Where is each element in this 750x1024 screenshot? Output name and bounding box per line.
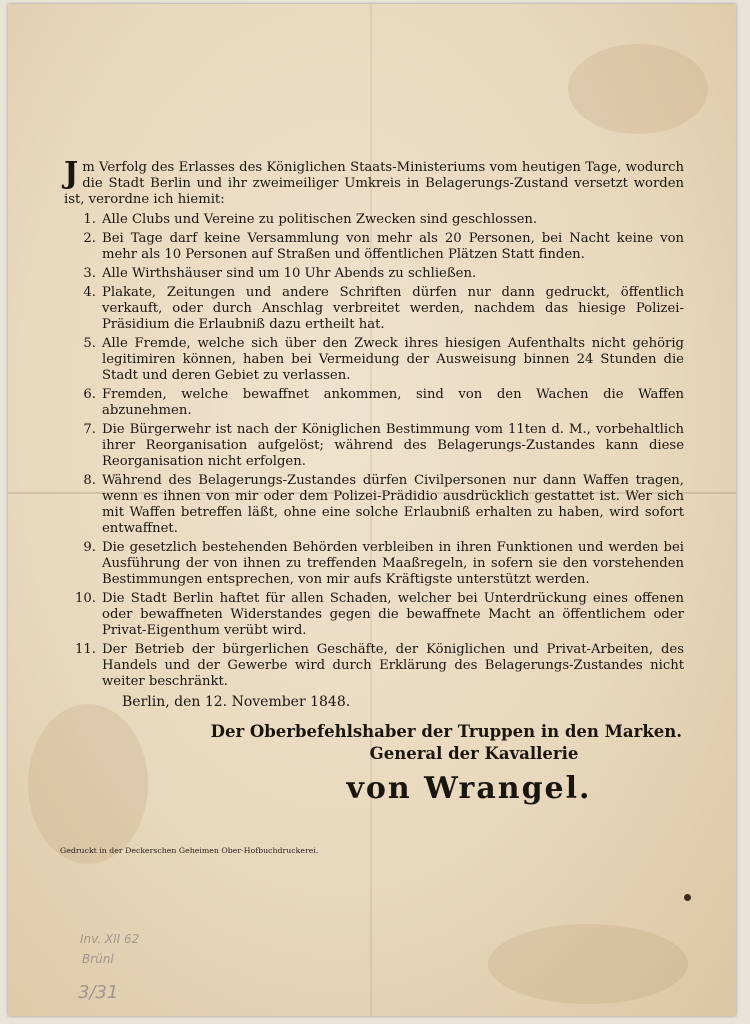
ink-spot (684, 894, 691, 901)
commander-title: Der Oberbefehlshaber der Truppen in den Marken. (210, 722, 682, 741)
item-number: 11. (75, 642, 96, 657)
item-number: 10. (75, 591, 96, 606)
item-text: Bei Tage darf keine Versammlung von mehr als 20 Personen, bei Nacht keine von mehr als 10 Personen auf Straßen und öffentlichen Plätzen Statt finden. (102, 231, 684, 262)
archive-pencil-number: 3/31 (78, 982, 119, 1003)
item-text: Plakate, Zeitungen und andere Schriften dürfen nur dann gedruckt, öffentlich verkauft, oder durch Anschlag verbreitet werden, nachdem das hiesige Polizei-Präsidium die Erlaubniß dazu ertheilt hat. (102, 285, 684, 332)
place-and-date: Berlin, den 12. November 1848. (122, 694, 351, 710)
item-text: Alle Fremde, welche sich über den Zweck ihres hiesigen Aufenthalts nicht gehörig legitimiren können, haben bei Vermeidung der Ausweisung binnen 24 Stunden die Stadt und deren Gebiet zu verlassen. (102, 336, 684, 383)
item-text: Der Betrieb der bürgerlichen Geschäfte, der Königlichen und Privat-Arbeiten, des Handels und der Gewerbe wird durch Erklärung des Belagerungs-Zustandes nicht weiter beschränkt. (102, 642, 684, 689)
item-number: 4. (83, 285, 96, 300)
item-text: Die Stadt Berlin haftet für allen Schaden, welcher bei Unterdrückung eines offenen oder bewaffneten Widerstandes gegen die bewaffnete Macht an öffentlichem oder Privat-Eigenthum verübt wird. (102, 591, 684, 638)
item-text: Die Bürgerwehr ist nach der Königlichen Bestimmung vom 11ten d. M., vorbehaltlich ihrer Reorganisation aufgelöst; während des Belagerungs-Zustandes kann diese Reorganisation nicht erfolgen. (102, 422, 684, 469)
archive-pencil-note: Brünl (82, 952, 114, 966)
ordinance-item (64, 540, 684, 588)
paper-stain (488, 924, 688, 1004)
item-text: Alle Clubs und Vereine zu politischen Zwecken sind geschlossen. (102, 212, 538, 227)
signature-name: von Wrangel. (346, 771, 592, 806)
ordinance-item (64, 642, 684, 690)
ordinance-item (64, 473, 684, 537)
proclamation-text (64, 156, 684, 806)
proclamation-sheet (8, 4, 736, 1016)
item-text: Fremden, welche bewaffnet ankommen, sind von den Wachen die Waffen abzunehmen. (102, 387, 684, 418)
item-number: 3. (83, 266, 96, 281)
item-text: Während des Belagerungs-Zustandes dürfen Civilpersonen nur dann Waffen tragen, wenn es ihnen von mir oder dem Polizei-Prädidio ausdrücklich gestattet ist. Wer sich mit Waffen betreffen läßt, ohne eine solche Erlaubniß erhalten zu haben, wird sofort entwaffnet. (102, 473, 684, 536)
ordinance-item (64, 212, 684, 228)
ordinance-item (64, 591, 684, 639)
drop-initial: J (64, 156, 79, 191)
item-number: 2. (83, 231, 96, 246)
item-number: 6. (83, 387, 96, 402)
printer-imprint: Gedruckt in der Deckerschen Geheimen Ober-Hofbuchdruckerei. (60, 846, 319, 855)
item-number: 1. (83, 212, 96, 227)
paper-stain (568, 44, 708, 134)
item-number: 5. (83, 336, 96, 351)
archive-pencil-note: Inv. XII 62 (80, 932, 140, 946)
ordinance-item (64, 422, 684, 470)
item-text: Alle Wirthshäuser sind um 10 Uhr Abends zu schließen. (102, 266, 477, 281)
item-number: 9. (83, 540, 96, 555)
ordinance-item (64, 285, 684, 333)
intro-text: m Verfolg des Erlasses des Königlichen Staats-Ministeriums vom heutigen Tage, wodurch die Stadt Berlin und ihr zweimeiliger Umkreis in Belagerungs-Zustand versetzt worden ist, verordne ich hiemit: (64, 160, 684, 207)
ordinance-list (64, 212, 684, 690)
intro-paragraph (64, 156, 684, 208)
ordinance-item (64, 336, 684, 384)
commander-rank: General der Kavallerie (369, 744, 579, 763)
ordinance-item (64, 387, 684, 419)
item-number: 8. (83, 473, 96, 488)
ordinance-item (64, 266, 684, 282)
item-number: 7. (83, 422, 96, 437)
item-text: Die gesetzlich bestehenden Behörden verbleiben in ihren Funktionen und werden bei Ausführung der von ihnen zu treffenden Maaßregeln, in sofern sie den vorstehenden Bestimmungen entsprechen, von mir aufs Kräftigste unterstützt werden. (102, 540, 684, 587)
ordinance-item (64, 231, 684, 263)
